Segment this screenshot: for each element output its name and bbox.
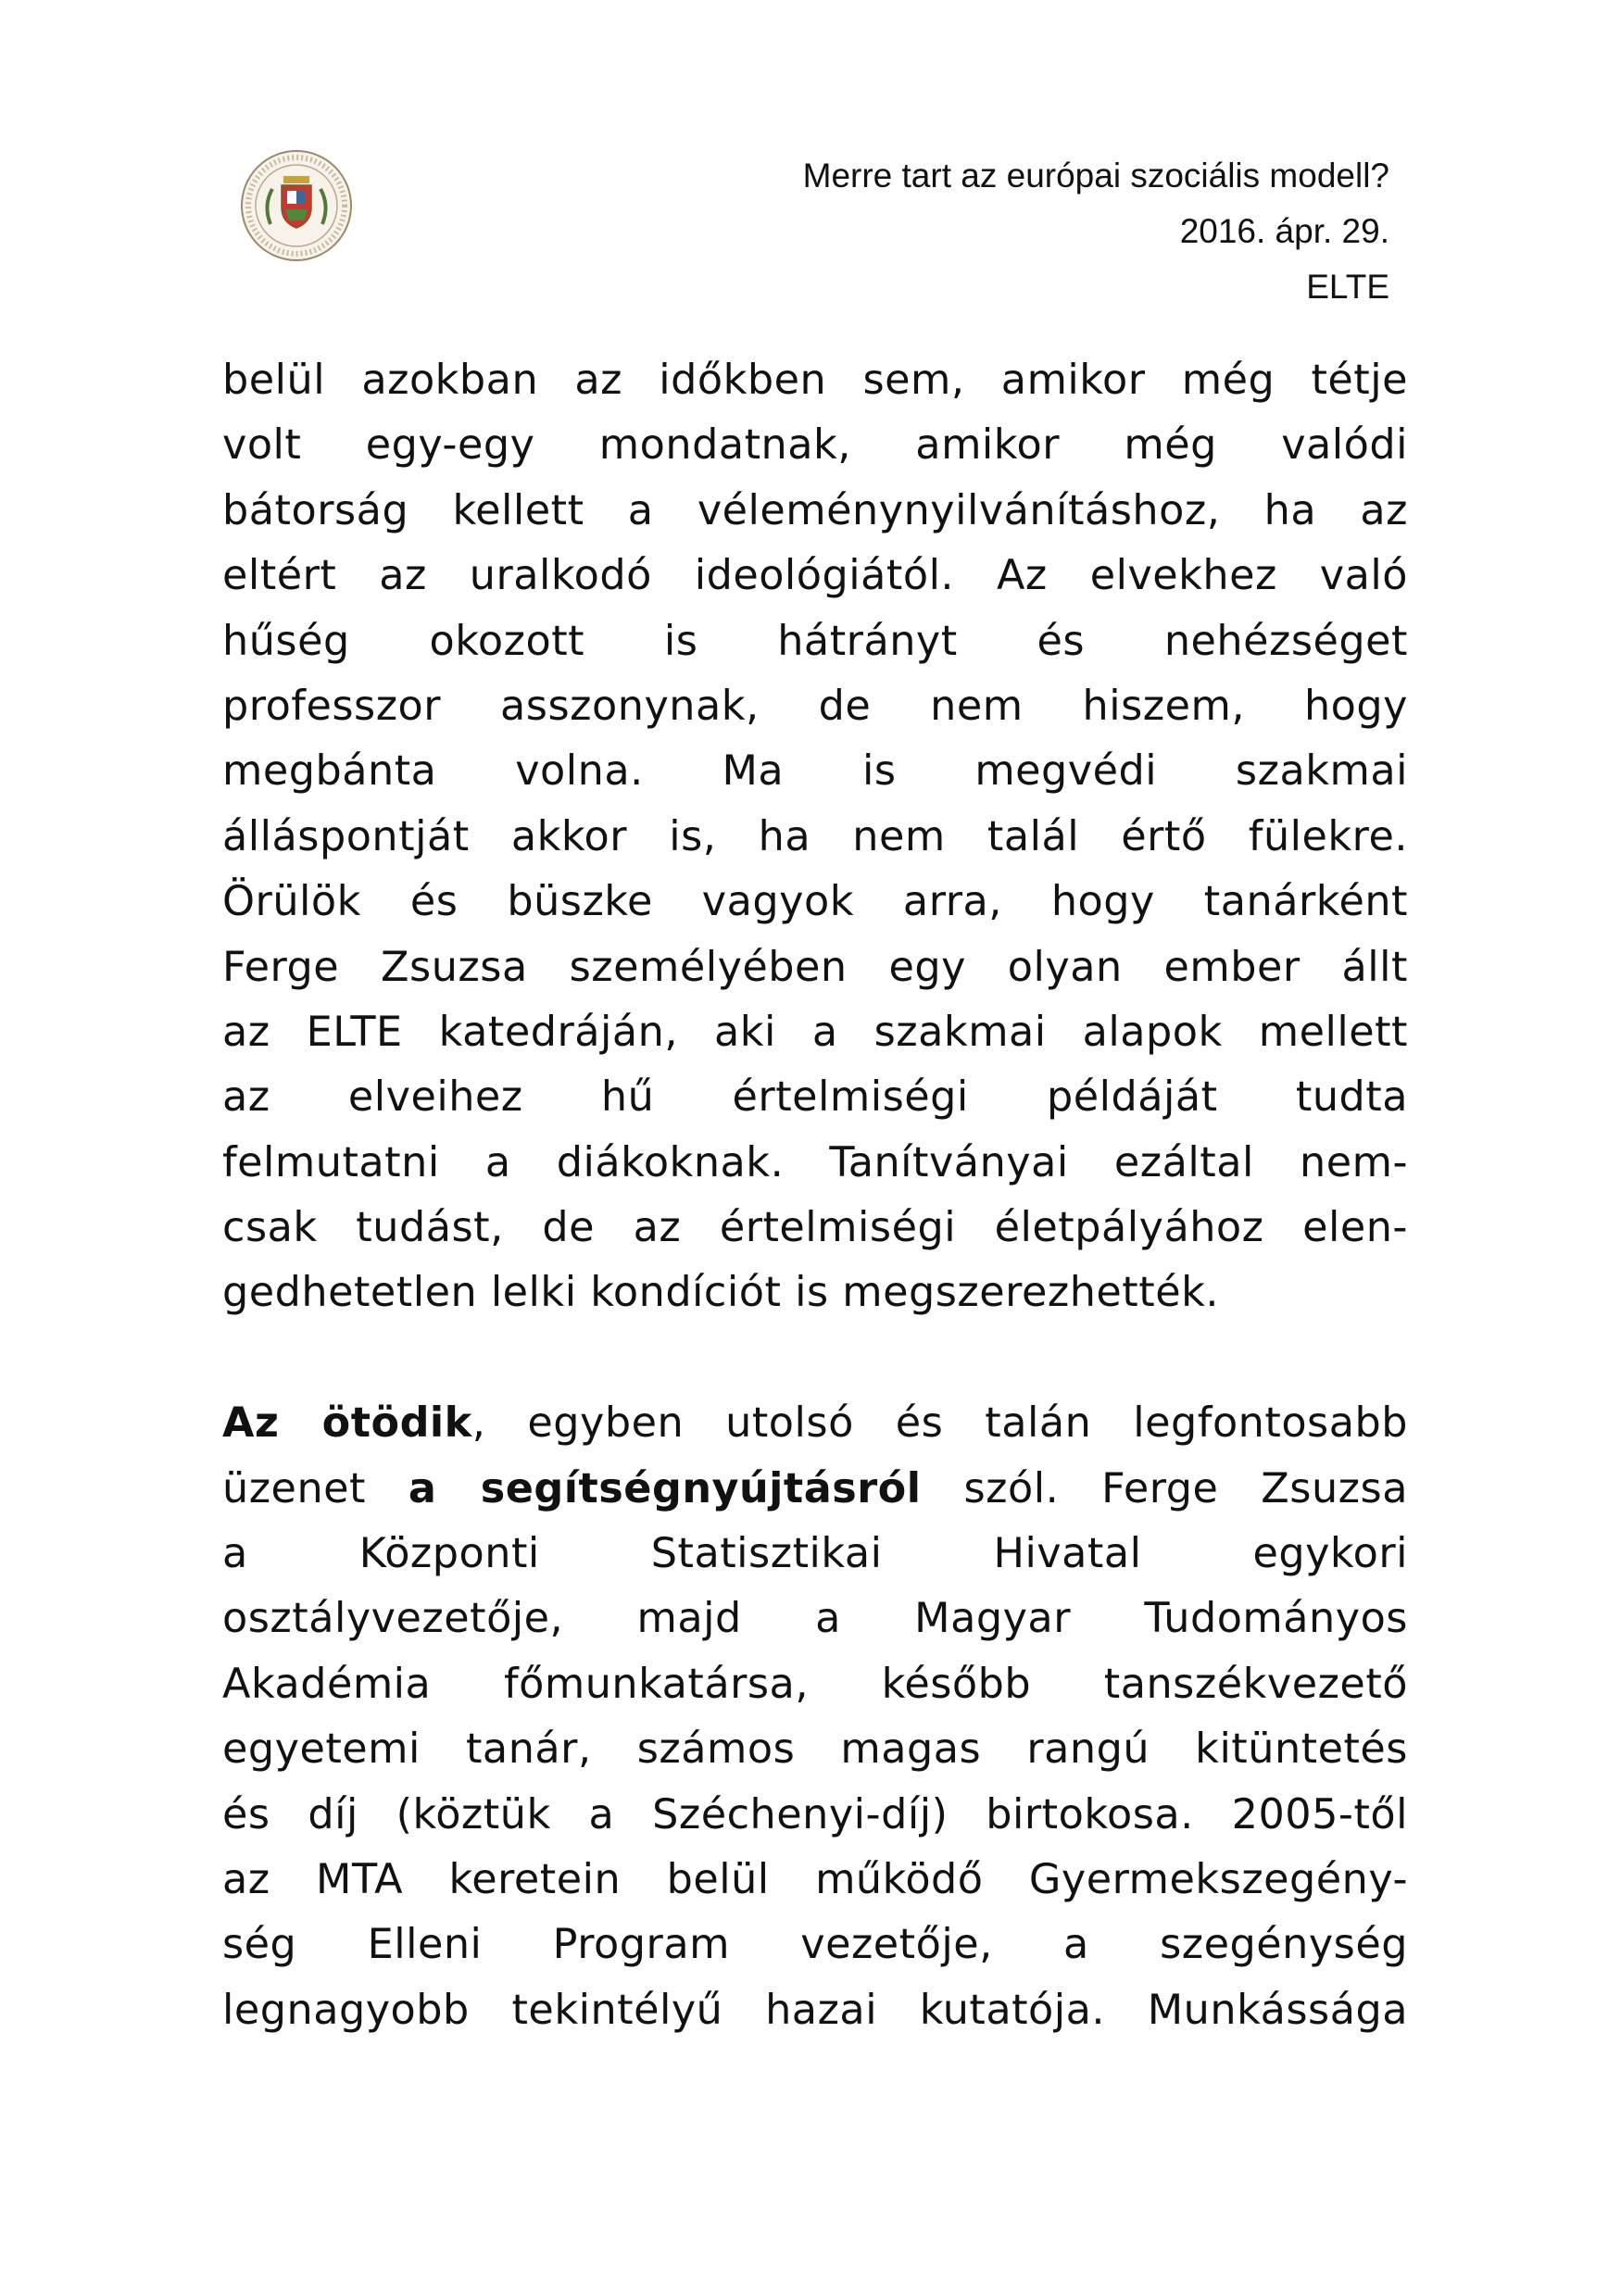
text-line: hűség okozott is hátrányt és nehézséget xyxy=(222,617,1408,665)
paragraph-2 xyxy=(222,1391,1408,2043)
text-line: osztályvezetője, majd a Magyar Tudományos xyxy=(222,1595,1408,1643)
text-line: az MTA keretein belül működő Gyermekszegény- xyxy=(222,1855,1408,1903)
text-line: álláspontját akkor is, ha nem talál értő fülekre. xyxy=(222,812,1408,860)
text-run: üzenet xyxy=(222,1464,408,1512)
document-header xyxy=(803,148,1389,315)
text-line: felmutatni a diákoknak. Tanítványai ezáltal nem- xyxy=(222,1138,1408,1186)
emphasis-helping: a segítségnyújtásról xyxy=(408,1464,922,1512)
text-line: eltért az uralkodó ideológiától. Az elvekhez való xyxy=(222,552,1408,600)
text-line: az elveihez hű értelmiségi példáját tudta xyxy=(222,1073,1408,1122)
text-line: legnagyobb tekintélyű hazai kutatója. Munkássága xyxy=(222,1986,1408,2034)
text-run: szól. Ferge Zsuzsa xyxy=(921,1464,1408,1512)
text-line xyxy=(222,1391,1408,1456)
institution-name: ELTE xyxy=(1306,268,1389,306)
paragraph-1 xyxy=(222,348,1408,1326)
text-line: megbánta volna. Ma is megvédi szakmai xyxy=(222,747,1408,796)
text-line: az ELTE katedráján, aki a szakmai alapok mellett xyxy=(222,1008,1408,1056)
text-line: egyetemi tanár, számos magas rangú kitüntetés xyxy=(222,1725,1408,1774)
text-line: ség Elleni Program vezetője, a szegénység xyxy=(222,1921,1408,1969)
text-line: Ferge Zsuzsa személyében egy olyan ember állt xyxy=(222,943,1408,991)
text-line: Örülök és büszke vagyok arra, hogy tanárként xyxy=(222,878,1408,926)
text-line: volt egy-egy mondatnak, amikor még valódi xyxy=(222,421,1408,470)
text-line: Akadémia főmunkatársa, később tanszékvezető xyxy=(222,1660,1408,1708)
text-line: csak tudást, de az értelmiségi életpályához elen- xyxy=(222,1204,1408,1252)
conference-title: Merre tart az európai szociális modell? xyxy=(802,157,1389,194)
text-line: professzor asszonynak, de nem hiszem, hogy xyxy=(222,682,1408,730)
text-line: belül azokban az időkben sem, amikor még tétje xyxy=(222,357,1408,404)
text-line: gedhetetlen lelki kondíciót is megszerezhették. xyxy=(222,1269,1219,1317)
conference-date: 2016. ápr. 29. xyxy=(1179,212,1389,250)
body-text xyxy=(222,348,1408,2043)
university-seal-icon xyxy=(239,148,354,263)
text-line xyxy=(222,1457,1408,1522)
paragraph-gap xyxy=(222,1326,1408,1391)
text-run: , egyben utolsó és talán legfontosabb xyxy=(471,1399,1409,1448)
text-line: bátorság kellett a véleménynyilvánításhoz, ha az xyxy=(222,486,1408,534)
text-line: a Központi Statisztikai Hivatal egykori xyxy=(222,1530,1408,1578)
text-line: és díj (köztük a Széchenyi-díj) birtokosa. 2005-től xyxy=(222,1790,1408,1838)
emphasis-fifth: Az ötödik xyxy=(222,1399,472,1448)
